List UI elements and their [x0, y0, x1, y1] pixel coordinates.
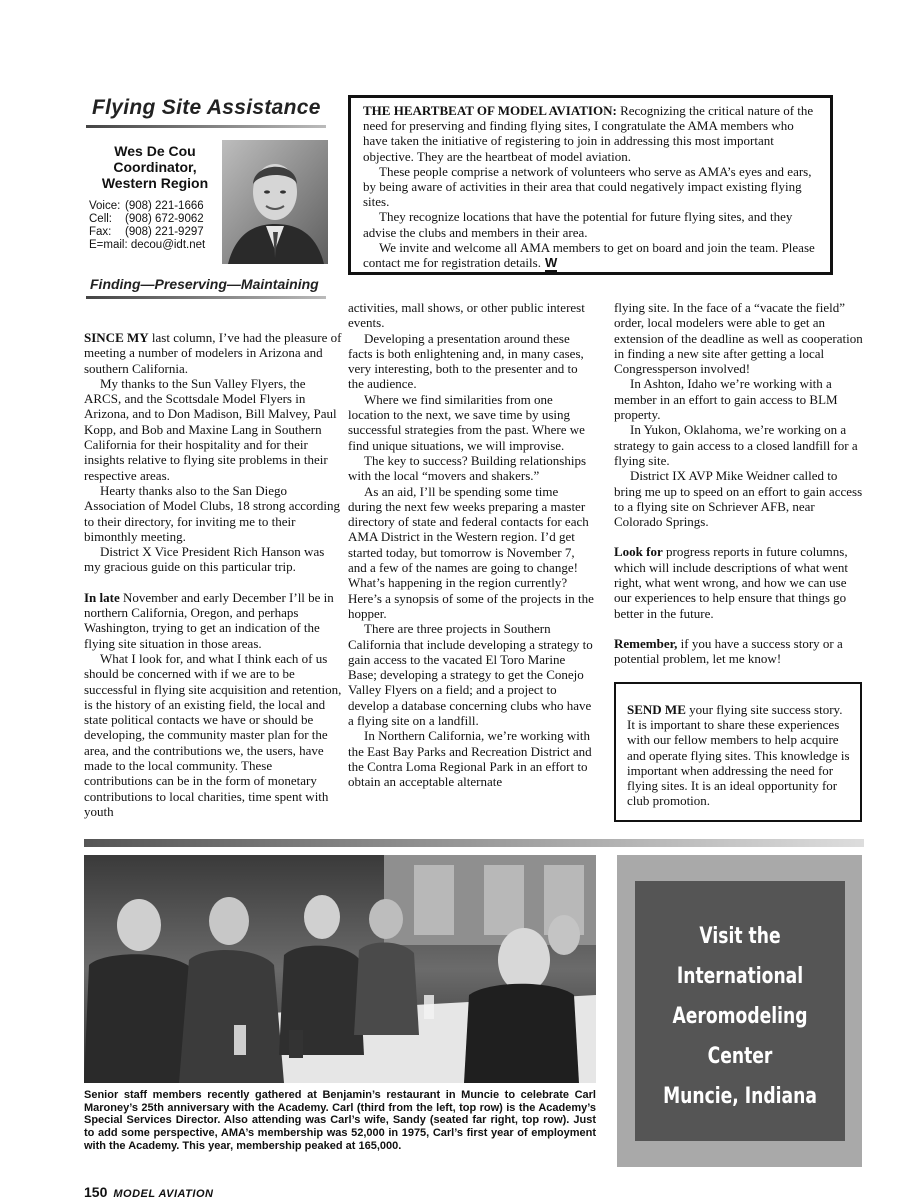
paragraph: In Yukon, Oklahoma, we’re working on a strategy to gain access to a closed landfill for a flying site. [614, 422, 858, 468]
article-column-1 [84, 330, 342, 819]
contact-email: E=mail: decou@idt.net [89, 239, 206, 251]
paragraph: In Ashton, Idaho we’re working with a member in an effort to gain access to BLM property. [614, 376, 838, 423]
paragraph: activities, mall shows, or other public interest events. [348, 300, 585, 331]
ad-line: Muncie, Indiana [663, 1084, 817, 1109]
ad-text [658, 917, 822, 1117]
paragraph: As an aid, I’ll be spending some time during the next few weeks preparing a master directory of state and federal contacts for each AMA District in the Western region. I’d get started today, but tomorrow is November 7, and a few of the names are going to change! [348, 483, 589, 576]
send-me-text: SEND ME your flying site success story. It is important to share these experiences with our fellow members to help acquire and operate flying sites. This knowledge is important when addressing the need for flying sites. It is an ideal opportunity for club promotion. [627, 702, 850, 809]
iac-advertisement[interactable] [617, 855, 862, 1167]
heartbeat-notice-box [348, 95, 833, 275]
heartbeat-paragraph: We invite and welcome all AMA members to get on board and join the team. Please contact me for registration details. W [363, 239, 815, 271]
coordinator-region: Western Region [101, 175, 209, 191]
ad-line: Aeromodeling [672, 1004, 808, 1029]
coordinator-block [90, 143, 220, 191]
paragraph: There are three projects in Southern California that include developing a strategy to gain access to the vacated El Toro Marine Base; developing a strategy to get the Conejo Valley Flyers on a field; and a project to develop a database concerning clubs who have a flying site on a landfill. [348, 621, 593, 729]
send-me-box [614, 682, 862, 822]
paragraph: Hearty thanks also to the San Diego Association of Model Clubs, 18 strong according to their directory, for inviting me to their bimonthly meeting. [84, 482, 340, 544]
paragraph: In Northern California, we’re working with the East Bay Parks and Recreation District and the Contra Loma Regional Park in an effort to obtain an acceptable alternate [348, 728, 592, 790]
ad-panel [635, 881, 845, 1141]
paragraph: Remember, if you have a success story or a potential problem, let me know! [614, 635, 843, 667]
article-column-3 [614, 300, 866, 667]
ad-line: Center [707, 1044, 773, 1069]
contact-fax: Fax: (908) 221-9297 [89, 226, 204, 238]
heartbeat-paragraph: These people comprise a network of volunteers who serve as AMA’s eyes and ears, by being aware of activities in their area that could negatively impact existing flying sites. [363, 163, 812, 210]
paragraph: In late November and early December I’ll be in northern California, Oregon, and perhaps Washington, trying to get an indication of the flying site situation in those areas. [84, 589, 334, 651]
heartbeat-paragraph: THE HEARTBEAT OF MODEL AVIATION: Recognizing the critical nature of the need for preserving and finding flying sites, I congratulate the AMA members who have taken the initiative of registering to join in addressing this most important objective. They are the heartbeat of model aviation. [363, 103, 814, 164]
paragraph: My thanks to the Sun Valley Flyers, the ARCS, and the Scottsdale Model Flyers in Arizona, and to Don Madison, Bill Malvey, Paul Kopp, and Bob and Maxine Lang in Southern California for their hospitality and for their insights relative to flying site problems in their respective areas. [84, 375, 337, 483]
staff-dinner-photo [84, 855, 596, 1083]
page-footer [84, 1184, 213, 1200]
paragraph: Developing a presentation around these facts is both enlightening and, in many cases, very interesting, both to the presenter and to the audience. [348, 330, 584, 392]
paragraph: The key to success? Building relationships with the local “movers and shakers.” [348, 452, 587, 484]
paragraph: What’s happening in the region currently? Here’s a synopsis of some of the projects in the hopper. [348, 575, 594, 621]
paragraph: flying site. In the face of a “vacate the field” order, local modelers were able to get an extension of the deadline as well as cooperation in finding a new site after getting a local Congressperson involved! [614, 300, 863, 377]
contact-cell: Cell: (908) 672-9062 [89, 213, 204, 225]
paragraph: What I look for, and what I think each of us should be concerned with if we are to be successful in flying site acquisition and retention, is the history of an existing field, the local and state political contacts we have or should be developing, the community master plan for the area, and the contributions we, the users, have made to the local community. These contributions can be in the form of monetary contributions to local charities, time spent with youth [84, 650, 342, 819]
tagline: Finding—Preserving—Maintaining [90, 276, 319, 292]
magazine-name: MODEL AVIATION [113, 1188, 214, 1200]
end-mark-icon: W [544, 255, 558, 271]
article-column-2 [348, 300, 594, 790]
page-number: 150 [84, 1184, 108, 1200]
tagline-rule [86, 296, 326, 299]
page-title: Flying Site Assistance [92, 96, 321, 119]
paragraph: District IX AVP Mike Weidner called to bring me up to speed on an effort to gain access to a flying site on Schriever AFB, near Colorado Springs. [614, 468, 863, 530]
ad-line: International [676, 964, 804, 989]
section-divider [84, 839, 864, 847]
paragraph: District X Vice President Rich Hanson was my gracious guide on this particular trip. [84, 544, 325, 575]
paragraph: SINCE MY last column, I’ve had the pleasure of meeting a number of modelers in Arizona and southern California. [84, 330, 342, 376]
heartbeat-paragraph: They recognize locations that have the potential for future flying sites, and they advise the clubs and members in their area. [363, 209, 793, 240]
photo-caption: Senior staff members recently gathered at Benjamin’s restaurant in Muncie to celebrate Carl Maroney’s 25th anniversary with the Academy. Carl (third from the left, top row) is the Academy’s Special Services Director. Also attending was Carl’s wife, Sandy (seated far right, top row). Just to add some perspective, AMA’s membership was 52,000 in 1975, Carl’s first year of employment with the Academy. This year, membership peaked at 165,000. [84, 1089, 596, 1152]
coordinator-role: Coordinator, [113, 159, 197, 175]
contact-list [89, 200, 205, 252]
coordinator-name: Wes De Cou [114, 143, 196, 159]
paragraph: Look for progress reports in future columns, which will include descriptions of what went right, what went wrong, and how we can use our experiences to help ensure that things go better in the future. [614, 544, 848, 621]
coordinator-portrait [222, 140, 328, 264]
contact-voice: Voice: (908) 221-1666 [89, 200, 204, 212]
title-rule [86, 125, 326, 128]
paragraph: Where we find similarities from one location to the next, we save time by using successful strategies from the past. Where we find unique situations, we will improvise. [348, 391, 585, 453]
ad-line: Visit the [699, 924, 781, 949]
